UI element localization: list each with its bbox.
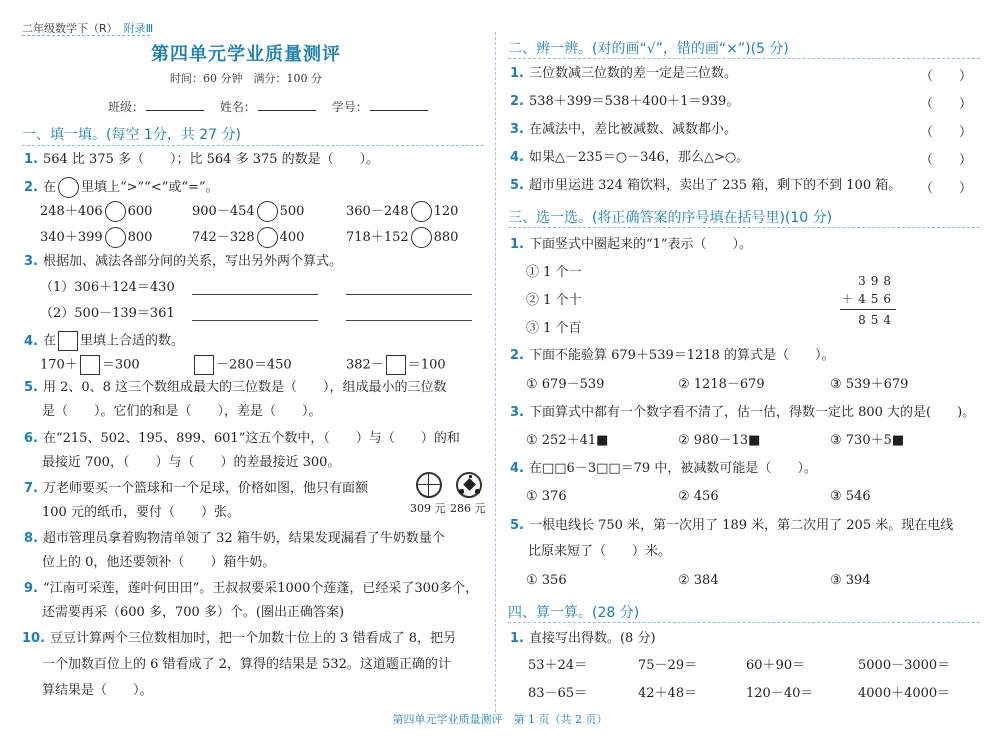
basketball-price: 309 元 <box>410 502 446 515</box>
vertical-addition <box>840 272 896 329</box>
choice-option[interactable]: ① 356 <box>526 573 567 588</box>
question-8: 8. 超市管理员拿着购物清单领了 32 箱牛奶，结果发现漏看了牛奶数量个 <box>24 531 445 546</box>
calc-item: 83－65＝ <box>528 686 588 701</box>
question-3: 3. 根据加、减法各部分间的关系，写出另外两个算式。 <box>24 254 342 269</box>
choice-option[interactable]: ③ 539＋679 <box>830 377 909 392</box>
class-field[interactable] <box>146 110 204 111</box>
fill-box[interactable] <box>386 355 406 375</box>
compare-row-2: 340＋399 800 <box>40 227 152 248</box>
section-heading-calc: 四、算一算。(28 分) <box>508 605 640 621</box>
equation-1: （1）306＋124＝430 <box>40 280 175 295</box>
fill-box-row: －280＝450 <box>192 355 292 375</box>
question-5: 5. 用 2、0、8 这三个数组成最大的三位数是（ ），组成最小的三位数 <box>24 380 447 395</box>
answer-line[interactable] <box>346 294 472 295</box>
choice-option[interactable]: ③ 546 <box>830 489 871 504</box>
compare-row-1: 248＋406 600 <box>40 201 152 222</box>
question-5-cont: 是（ ）。它们的和是（ ），差是（ ）。 <box>42 404 322 419</box>
question-6: 6. 在“215、502、195、899、601”这五个数中，（ ）与（ ）的和 <box>24 431 460 446</box>
compare-circle[interactable] <box>257 201 278 222</box>
answer-paren[interactable]: （ ） <box>920 125 973 140</box>
choice-question-1: 1. 下面竖式中圈起来的“1”表示（ ）。 <box>510 237 753 252</box>
choice-option[interactable]: ① 376 <box>526 489 567 504</box>
calc-question-1: 1. 直接写出得数。(8 分) <box>510 631 656 646</box>
calc-item: 53＋24＝ <box>528 658 588 673</box>
judge-item-3: 3. 在减法中，差比被减数、减数都小。 <box>510 122 737 137</box>
answer-paren[interactable]: （ ） <box>920 153 973 168</box>
header-tag <box>22 20 153 36</box>
choice-option[interactable]: ② 384 <box>678 573 719 588</box>
class-label: 班级： <box>108 100 145 114</box>
calc-item: 120－40＝ <box>746 686 814 701</box>
compare-row-1: 360－248 120 <box>346 201 458 222</box>
calc-item: 60＋90＝ <box>746 658 806 673</box>
compare-row-1: 900－454 500 <box>192 201 304 222</box>
choice-option[interactable]: ① 1 个一 <box>526 265 582 280</box>
name-field[interactable] <box>258 110 316 111</box>
exam-subtitle: 时间：60 分钟 满分：100 分 <box>170 72 322 85</box>
equation-2: （2）500－139＝361 <box>40 306 175 321</box>
appendix-label: 附录Ⅲ <box>123 22 154 35</box>
judge-item-4: 4. 如果△－235＝○－346，那么△>○。 <box>510 150 750 165</box>
choice-question-2: 2. 下面不能验算 679＋539＝1218 的算式是（ ）。 <box>510 348 835 363</box>
question-2: 2. 在 里填上“>”“<”或“=”。 <box>24 177 219 198</box>
choice-option[interactable]: ① 679－539 <box>526 377 605 392</box>
question-6-cont: 最接近 700，（ ）与（ ）的差最接近 300。 <box>42 455 341 470</box>
question-9: 9. “江南可采莲，莲叶何田田”。王叔叔要采1000个莲蓬，已经采了300多个， <box>24 581 479 596</box>
section-rule <box>508 58 980 59</box>
choice-option[interactable]: ③ 730＋5■ <box>830 433 905 448</box>
fill-box-row: 170＋ ＝300 <box>40 355 140 375</box>
calc-item: 5000－3000＝ <box>858 658 951 673</box>
answer-box <box>58 331 78 351</box>
choice-option[interactable]: ③ 1 个百 <box>526 321 582 336</box>
choice-option[interactable]: ③ 394 <box>830 573 871 588</box>
column-divider <box>495 32 496 712</box>
answer-line[interactable] <box>192 294 318 295</box>
judge-item-5: 5. 超市里运进 324 箱饮料，卖出了 235 箱，剩下的不到 100 箱。 <box>510 178 902 193</box>
answer-circle <box>58 177 79 198</box>
grade-label: 二年级数学下（R） <box>22 22 118 35</box>
question-4: 4. 在 里填上合适的数。 <box>24 331 184 351</box>
answer-paren[interactable]: （ ） <box>920 97 973 112</box>
choice-question-5: 5. 一根电线长 750 米，第一次用了 189 米，第二次用了 205 米。现在电线 <box>510 518 954 533</box>
id-label: 学号： <box>331 100 368 114</box>
answer-line[interactable] <box>346 320 472 321</box>
compare-circle[interactable] <box>411 227 432 248</box>
question-1: 1. 564 比 375 多（ ）；比 564 多 375 的数是（ ）。 <box>24 152 380 167</box>
section-rule <box>508 622 980 623</box>
section-rule <box>508 227 980 228</box>
question-9-cont: 还需要再采（600 多，700 多）个。(圈出正确答案) <box>42 605 345 620</box>
calc-item: 4000＋4000＝ <box>858 686 951 701</box>
addend-2: ＋456 <box>841 292 896 306</box>
soccer-price: 286 元 <box>450 502 486 515</box>
section-heading-choose: 三、选一选。(将正确答案的序号填在括号里)(10 分) <box>508 210 833 226</box>
name-label: 姓名： <box>219 100 256 114</box>
addend-1: 398 <box>858 274 896 288</box>
choice-option[interactable]: ① 252＋41■ <box>526 433 609 448</box>
question-10-cont: 一个加数百位上的 6 错看成了 2，算得的结果是 532。这道题正确的计 <box>42 657 451 672</box>
choice-option[interactable]: ② 980－13■ <box>678 433 761 448</box>
question-8-cont: 位上的 0，他还要领补（ ）箱牛奶。 <box>42 555 276 570</box>
choice-option[interactable]: ② 1 个十 <box>526 293 582 308</box>
section-heading-fill: 一、填一填。(每空 1分，共 27 分) <box>22 127 241 143</box>
header-rule <box>22 35 150 36</box>
choice-option[interactable]: ② 1218－679 <box>678 377 765 392</box>
judge-item-2: 2. 538＋399＝538＋400＋1＝939。 <box>510 94 740 109</box>
compare-circle[interactable] <box>105 227 126 248</box>
student-info <box>108 98 440 115</box>
sum-result: 854 <box>858 313 896 327</box>
compare-circle[interactable] <box>411 201 432 222</box>
judge-item-1: 1. 三位数减三位数的差一定是三位数。 <box>510 66 737 81</box>
basketball-icon <box>416 472 442 498</box>
page-title: 第四单元学业质量测评 <box>151 44 341 65</box>
sum-rule <box>840 309 896 310</box>
section-heading-judge: 二、辨一辨。(对的画“√”，错的画“×”)(5 分) <box>508 41 789 57</box>
question-10-cont: 算结果是（ ）。 <box>42 683 153 698</box>
question-10: 10. 豆豆计算两个三位数相加时，把一个加数十位上的 3 错看成了 8，把另 <box>22 631 456 646</box>
question-7-cont: 100 元的纸币，要付（ ）张。 <box>42 505 240 520</box>
id-field[interactable] <box>370 110 428 111</box>
question-7: 7. 万老师要买一个篮球和一个足球，价格如图，他只有面额 <box>24 481 368 496</box>
answer-line[interactable] <box>192 320 318 321</box>
calc-item: 75－29＝ <box>638 658 698 673</box>
compare-row-2: 718＋152 880 <box>346 227 458 248</box>
answer-paren[interactable]: （ ） <box>920 181 973 196</box>
soccer-ball-icon <box>456 472 482 498</box>
answer-paren[interactable]: （ ） <box>920 69 973 84</box>
compare-row-2: 742－328 400 <box>192 227 304 248</box>
calc-item: 42＋48＝ <box>638 686 698 701</box>
fill-box[interactable] <box>80 355 100 375</box>
choice-question-4: 4. 在□□6－3□□＝79 中，被减数可能是（ ）。 <box>510 461 817 476</box>
page-footer: 第四单元学业质量测评 第 1 页（共 2 页） <box>392 713 608 726</box>
fill-box[interactable] <box>194 355 214 375</box>
compare-circle[interactable] <box>257 227 278 248</box>
section-rule <box>22 145 484 146</box>
compare-circle[interactable] <box>105 201 126 222</box>
choice-question-3: 3. 下面算式中都有一个数字看不清了，估一估，得数一定比 800 大的是( )。 <box>510 405 976 420</box>
fill-box-row: 382－ ＝100 <box>346 355 446 375</box>
choice-option[interactable]: ② 456 <box>678 489 719 504</box>
choice-question-5-cont: 比原来短了（ ）米。 <box>528 544 672 559</box>
